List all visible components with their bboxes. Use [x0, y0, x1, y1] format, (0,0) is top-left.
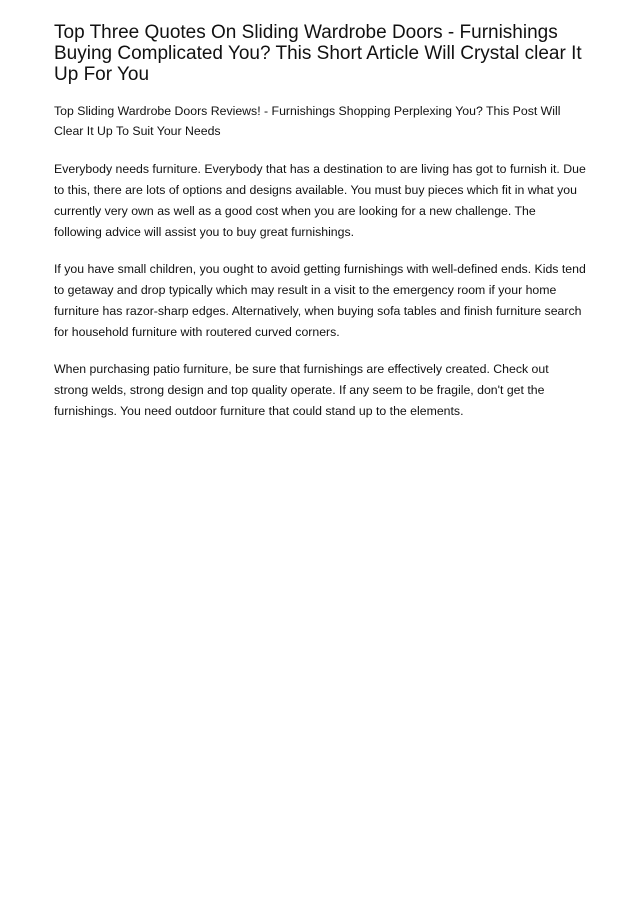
paragraph-2: If you have small children, you ought to avoid getting furnishings with well-defined ends. Kids tend to getaway and drop typically which may result in a visit to the emergency room if your home furniture has razor-sharp edges. Alternatively, when buying sofa tables and finish furniture search for household furniture with routered curved corners. — [54, 262, 586, 339]
subtitle: Top Sliding Wardrobe Doors Reviews! - Furnishings Shopping Perplexing You? This Post Will Clear It Up To Suit Your Needs — [54, 104, 561, 138]
paragraph-3: When purchasing patio furniture, be sure that furnishings are effectively created. Check out strong welds, strong design and top quality operate. If any seem to be fragile, don't get the furnishings. You need outdoor furniture that could stand up to the elements. — [54, 362, 549, 418]
paragraph-1: Everybody needs furniture. Everybody that has a destination to are living has got to furnish it. Due to this, there are lots of options and designs available. You must buy pieces which fit in what you currently very own as well as a good cost when you are looking for a new challenge. The following advice will assist you to buy great furnishings. — [54, 162, 586, 239]
document-page — [54, 22, 586, 438]
page-title: Top Three Quotes On Sliding Wardrobe Doors - Furnishings Buying Complicated You? This Short Article Will Crystal clear It Up For You — [54, 22, 582, 85]
